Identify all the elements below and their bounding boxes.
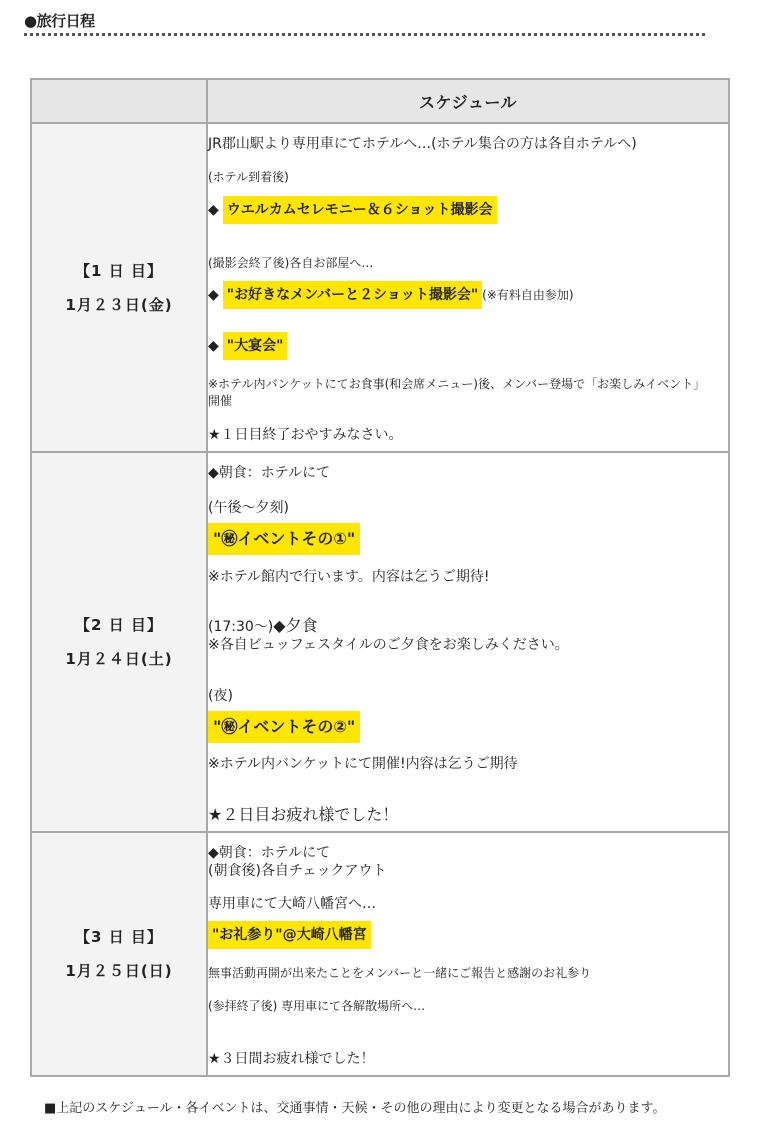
day-label: 【1 日 目】 bbox=[75, 261, 163, 280]
schedule-line: (ホテル到着後) bbox=[208, 170, 289, 184]
day-row bbox=[31, 123, 729, 452]
schedule-line: ※ホテル館内で行います。内容は乞うご期待! bbox=[208, 569, 490, 585]
schedule-line: (朝食後)各自チェックアウト bbox=[208, 863, 387, 879]
schedule-item bbox=[208, 281, 574, 309]
schedule-line: JR郡山駅より専用車にてホテルへ…(ホテル集合の方は各自ホテルへ) bbox=[208, 136, 637, 152]
day-schedule bbox=[207, 452, 729, 832]
schedule-line: ★３日間お疲れ様でした！ bbox=[208, 1051, 375, 1067]
schedule-line: 開催 bbox=[208, 394, 233, 408]
footer-note: ■上記のスケジュール・各イベントは、交通事情・天候・その他の理由により変更となる場合があります。 bbox=[44, 1101, 666, 1116]
diamond-bullet: ◆ bbox=[208, 338, 219, 354]
highlight-event: "大宴会" bbox=[223, 332, 288, 360]
day-cell bbox=[31, 452, 207, 832]
schedule-line: 無事活動再開が出来たことをメンバーと一緒にご報告と感謝のお礼参り bbox=[208, 966, 592, 980]
section-title: ●旅行日程 bbox=[24, 12, 95, 30]
diamond-bullet: ◆ bbox=[208, 202, 219, 218]
schedule-table bbox=[30, 78, 730, 1077]
schedule-line: (午後～夕刻) bbox=[208, 500, 289, 516]
schedule-line: (夜) bbox=[208, 688, 233, 704]
schedule-line: ★１日目終了おやすみなさい。 bbox=[208, 427, 403, 443]
schedule-line: 専用車にて大崎八幡宮へ… bbox=[208, 896, 376, 912]
schedule-item bbox=[208, 523, 360, 555]
schedule-item bbox=[208, 921, 371, 949]
day-schedule bbox=[207, 832, 729, 1076]
day-date: 1月２５日(日) bbox=[65, 962, 173, 980]
schedule-line: ◆朝食：ホテルにて bbox=[208, 845, 331, 861]
schedule-line: ◆朝食：ホテルにて bbox=[208, 465, 331, 481]
day-label: 【3 日 目】 bbox=[75, 928, 163, 946]
day-row bbox=[31, 452, 729, 832]
time-label: (17:30～) bbox=[208, 619, 274, 635]
event-note: (※有料自由参加) bbox=[482, 288, 574, 302]
schedule-item bbox=[208, 196, 497, 224]
highlight-event: "㊙イベントその①" bbox=[208, 523, 360, 555]
day-cell bbox=[31, 832, 207, 1076]
highlight-event: ウエルカムセレモニー＆６ショット撮影会 bbox=[223, 196, 497, 224]
schedule-line: ※ホテル内バンケットにて開催!内容は乞うご期待 bbox=[208, 756, 518, 772]
schedule-item bbox=[208, 711, 360, 743]
table-header-row bbox=[31, 79, 729, 123]
day-schedule bbox=[207, 123, 729, 452]
schedule-line: (参拝終了後) 専用車にて各解散場所へ… bbox=[208, 999, 426, 1013]
day-row bbox=[31, 832, 729, 1076]
dotted-divider bbox=[24, 33, 705, 36]
schedule-item bbox=[208, 332, 287, 360]
dinner-label: ◆夕食 bbox=[273, 616, 318, 635]
day-date: 1月２３日(金) bbox=[65, 295, 173, 314]
highlight-event: "㊙イベントその②" bbox=[208, 711, 360, 743]
day-cell bbox=[31, 123, 207, 452]
highlight-event: "お礼参り"@大崎八幡宮 bbox=[208, 921, 371, 949]
highlight-event: "お好きなメンバーと２ショット撮影会" bbox=[223, 281, 482, 309]
schedule-header: スケジュール bbox=[207, 79, 729, 123]
schedule-line: ★２日目お疲れ様でした！ bbox=[208, 805, 399, 824]
schedule-line: (撮影会終了後)各自お部屋へ… bbox=[208, 256, 374, 270]
schedule-line: ※ホテル内バンケットにてお食事(和会席メニュー)後、メンバー登場で「お楽しみイベント」 bbox=[208, 377, 706, 391]
header-empty-cell bbox=[31, 79, 207, 123]
schedule-line: ※各自ビュッフェスタイルのご夕食をお楽しみください。 bbox=[208, 637, 569, 653]
schedule-item bbox=[208, 613, 318, 636]
diamond-bullet: ◆ bbox=[208, 287, 219, 303]
day-label: 【2 日 目】 bbox=[75, 616, 163, 634]
day-date: 1月２４日(土) bbox=[65, 650, 173, 668]
